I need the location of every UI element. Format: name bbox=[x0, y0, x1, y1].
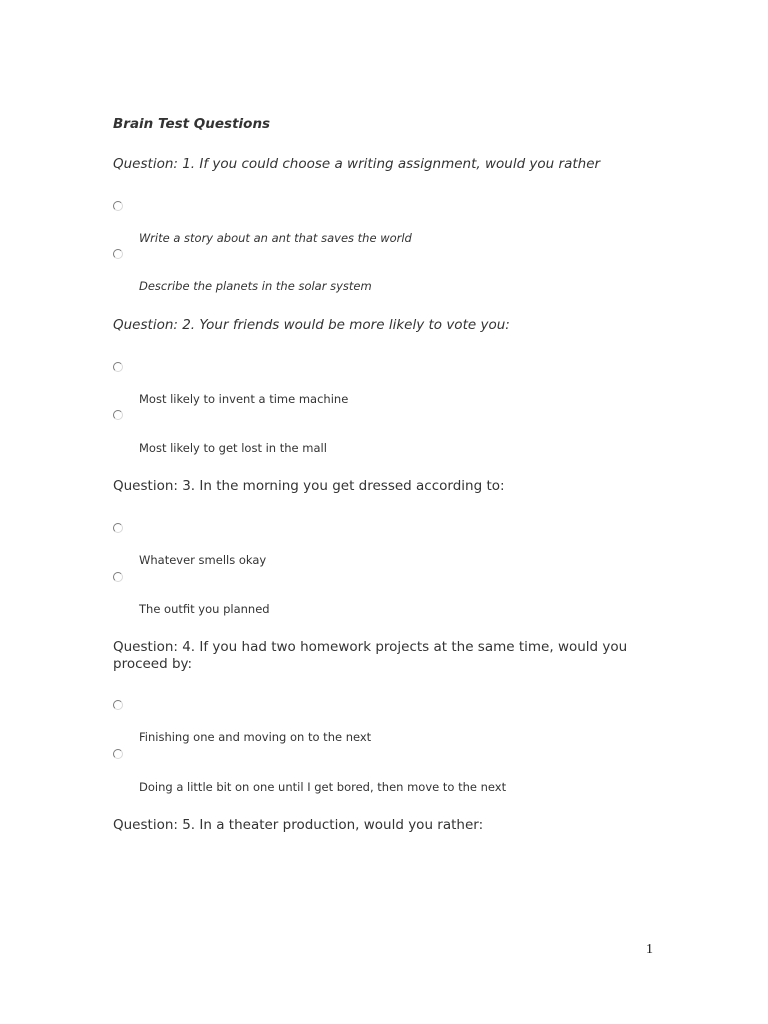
question-1-text: Question: 1. If you could choose a writing assignment, would you rather bbox=[113, 156, 601, 172]
question-4-text: Question: 4. If you had two homework projects at the same time, would you proceed by: bbox=[113, 639, 628, 672]
question-3-option-2-radio[interactable] bbox=[113, 572, 123, 582]
question-2-option-2-radio[interactable] bbox=[113, 410, 123, 420]
question-2-option-1-radio[interactable] bbox=[113, 362, 123, 372]
question-2-option-1-label: Most likely to invent a time machine bbox=[139, 392, 349, 406]
question-4-option-1-radio[interactable] bbox=[113, 700, 123, 710]
page-number: 1 bbox=[646, 942, 653, 957]
question-2-option-2-label: Most likely to get lost in the mall bbox=[139, 441, 327, 455]
question-1-option-1-radio[interactable] bbox=[113, 201, 123, 211]
page-title: Brain Test Questions bbox=[113, 116, 271, 132]
question-5-text: Question: 5. In a theater production, would you rather: bbox=[113, 817, 484, 833]
question-2-text: Question: 2. Your friends would be more likely to vote you: bbox=[113, 317, 510, 333]
question-1-option-2-radio[interactable] bbox=[113, 249, 123, 259]
question-4-option-1-label: Finishing one and moving on to the next bbox=[139, 730, 372, 744]
question-3-text: Question: 3. In the morning you get dressed according to: bbox=[113, 478, 505, 494]
question-3-option-2-label: The outfit you planned bbox=[139, 602, 270, 616]
question-4-option-2-radio[interactable] bbox=[113, 749, 123, 759]
question-3-option-1-radio[interactable] bbox=[113, 523, 123, 533]
question-4-option-2-label: Doing a little bit on one until I get bored, then move to the next bbox=[139, 780, 507, 794]
question-1-option-2-label: Describe the planets in the solar system bbox=[139, 279, 372, 293]
question-3-option-1-label: Whatever smells okay bbox=[139, 553, 267, 567]
question-1-option-1-label: Write a story about an ant that saves the world bbox=[139, 231, 412, 245]
